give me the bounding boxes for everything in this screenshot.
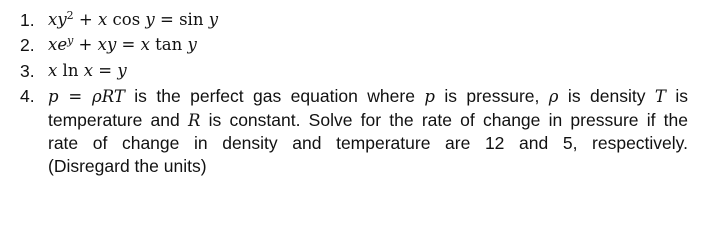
- item-number: 1.: [20, 10, 35, 30]
- equals-sign: =: [116, 35, 141, 54]
- item-number: 2.: [20, 35, 35, 55]
- var-x: x: [97, 35, 107, 54]
- var-p: p: [424, 87, 435, 106]
- var-x: x: [48, 61, 58, 80]
- var-R: R: [187, 110, 201, 130]
- equals-sign: =: [93, 61, 118, 80]
- func-sin: sin: [179, 10, 209, 29]
- plus-sign: +: [73, 10, 98, 29]
- text-segment: is density: [558, 86, 655, 106]
- var-x: x: [97, 10, 108, 29]
- text-line-4: (Disregard the units): [48, 155, 207, 176]
- func-tan: tan: [149, 35, 188, 54]
- var-y: y: [117, 61, 127, 80]
- problem-item-3: [20, 60, 710, 82]
- var-x: x: [83, 61, 94, 80]
- item-number: 4.: [20, 86, 35, 106]
- func-cos: cos: [107, 10, 146, 29]
- gas-equation: [48, 87, 125, 106]
- var-x: x: [140, 35, 150, 54]
- plus-sign: +: [73, 35, 98, 54]
- var-y: y: [187, 35, 197, 54]
- var-rho: ρ: [92, 87, 102, 106]
- text-line-1: [48, 85, 688, 109]
- equation-3: [48, 60, 710, 82]
- text-segment: is constant. Solve for the rate of change in pressure if the: [200, 109, 688, 130]
- equation-2: [48, 34, 710, 56]
- func-ln: ln: [57, 61, 84, 80]
- text-line-3: rate of change in density and temperature are 12 and 5, respectively.: [48, 133, 688, 153]
- exponent: 2: [66, 9, 74, 22]
- problem-item-2: [20, 34, 710, 56]
- equals-sign: =: [154, 10, 180, 29]
- text-line-2: [48, 109, 688, 133]
- var-x: x: [48, 10, 58, 29]
- text-segment: is pressure,: [434, 86, 549, 106]
- var-y: y: [106, 35, 117, 54]
- problem-item-1: [20, 9, 710, 31]
- problem-4-text: [48, 85, 710, 177]
- var-y: y: [57, 10, 67, 29]
- var-y: y: [208, 10, 219, 29]
- text-segment: temperature and: [48, 109, 188, 130]
- exponent: y: [67, 34, 74, 47]
- var-x: x: [48, 35, 58, 54]
- var-y: y: [145, 10, 155, 29]
- equation-1: [48, 9, 710, 31]
- var-T: T: [654, 87, 666, 106]
- text-segment: is: [665, 86, 688, 106]
- equals-sign: =: [58, 87, 93, 106]
- item-number: 3.: [20, 61, 35, 81]
- problem-item-4: [20, 85, 710, 177]
- var-RT: RT: [101, 87, 125, 106]
- var-rho: ρ: [548, 87, 559, 106]
- var-p: p: [48, 87, 59, 106]
- var-e: e: [57, 35, 68, 54]
- text-segment: is the perfect gas equation where: [124, 86, 425, 106]
